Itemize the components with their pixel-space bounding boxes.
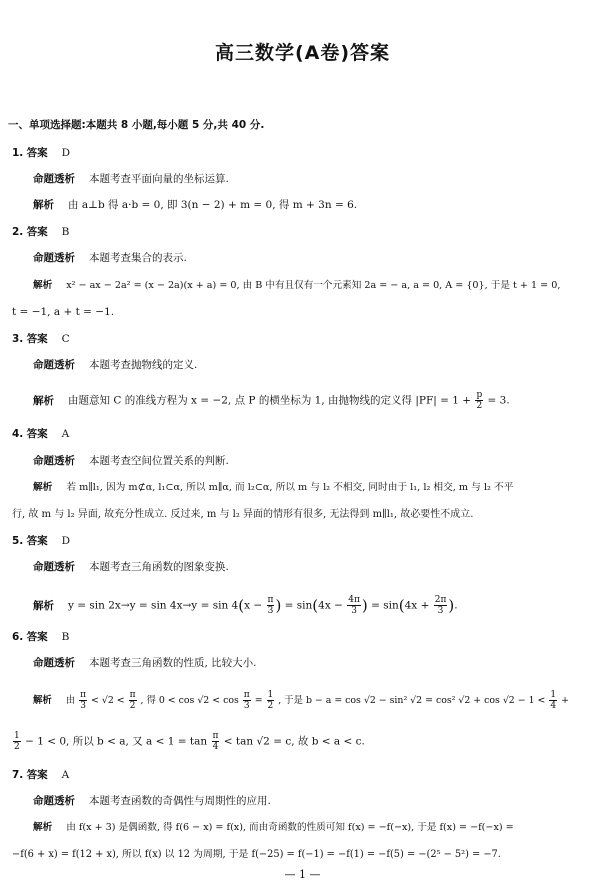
section-heading: 一、单项选择题:本题共 8 小题,每小题 5 分,共 40 分.	[8, 119, 265, 131]
q1-answer-line: 1. 答案 D	[12, 147, 71, 159]
q3-solution: 解析 由题意知 C 的准线方程为 x = −2, 点 P 的横坐标为 1, 由抛物线的定义得 |PF| = 1 + $\frac{p}{2}$ = 3.	[33, 390, 510, 411]
q4-solution-cont: 行, 故 m 与 l₂ 异面, 故充分性成立. 反过来, m 与 l₂ 异面的情形有很多, 无法得到 m∥l₁, 故必要性不成立.	[12, 509, 474, 520]
q4-solution: 解析 若 m∥l₁, 因为 m⊄α, l₁⊂α, 所以 m∥α, 而 l₂⊂α, 所以 m 与 l₂ 不相交, 同时由于 l₁, l₂ 相交, m 与 l₂ 不平	[33, 482, 514, 493]
q2-analysis: 命题透析 本题考查集合的表示.	[33, 252, 187, 264]
q3-answer-line: 3. 答案 C	[12, 333, 70, 345]
q6-solution-cont: $\frac{1}{2}$ − 1 < 0, 所以 b < a, 又 a < 1 = tan $\frac{\pi}{4}$ < tan √2 = c, 故 b < a < c.	[14, 731, 365, 752]
q5-solution: 解析 y = sin 2x→y = sin 4x→y = sin 4(x − $\frac{\pi}{3}$ ) = sin(4x − $\frac{4\pi}{3}$ ) = sin(4x + $\frac{2\pi}{3}$ ).	[33, 595, 458, 616]
q7-solution: 解析 由 f(x + 3) 是偶函数, 得 f(6 − x) = f(x), 而由奇函数的性质可知 f(x) = −f(−x), 于是 f(x) = −f(−x) =	[33, 822, 514, 833]
q6-analysis: 命题透析 本题考查三角函数的性质, 比较大小.	[33, 657, 257, 669]
q4-analysis: 命题透析 本题考查空间位置关系的判断.	[33, 455, 229, 467]
page-title: 高三数学(A卷)答案	[214, 42, 391, 64]
q7-analysis: 命题透析 本题考查函数的奇偶性与周期性的应用.	[33, 795, 271, 807]
q1-analysis: 命题透析 本题考查平面向量的坐标运算.	[33, 173, 229, 185]
q4-answer-line: 4. 答案 A	[12, 428, 70, 440]
q5-analysis: 命题透析 本题考查三角函数的图象变换.	[33, 561, 229, 573]
q2-solution: 解析 x² − ax − 2a² = (x − 2a)(x + a) = 0, 由 B 中有且仅有一个元素知 2a = − a, a = 0, A = {0}, 于是 t + 1 = 0,	[33, 280, 561, 291]
q5-answer-line: 5. 答案 D	[12, 535, 71, 547]
q1-solution: 解析 由 a⊥b 得 a·b = 0, 即 3(n − 2) + m = 0, 得 m + 3n = 6.	[33, 199, 358, 211]
q7-answer-line: 7. 答案 A	[12, 769, 70, 781]
q3-analysis: 命题透析 本题考查抛物线的定义.	[33, 359, 198, 371]
page-number: — 1 —	[284, 868, 321, 881]
q6-answer-line: 6. 答案 B	[12, 631, 70, 643]
q2-solution-cont: t = −1, a + t = −1.	[12, 306, 115, 318]
q7-solution-cont: −f(6 + x) = f(12 + x), 所以 f(x) 以 12 为周期, 于是 f(−25) = f(−1) = −f(1) = −f(5) = −(2⁵ − 5²) = −7.	[12, 849, 501, 860]
q2-answer-line: 2. 答案 B	[12, 226, 70, 238]
q6-solution: 解析 由 $\frac{\pi}{3}$ < √2 < $\frac{\pi}{2}$ , 得 0 < cos √2 < cos $\frac{\pi}{3}$ = $\frac{1}{2}$ , 于是 b − a = cos √2 − sin² √2 = cos² √2 + cos √2 − 1 < $\frac{1}{4}$ +	[33, 690, 569, 711]
